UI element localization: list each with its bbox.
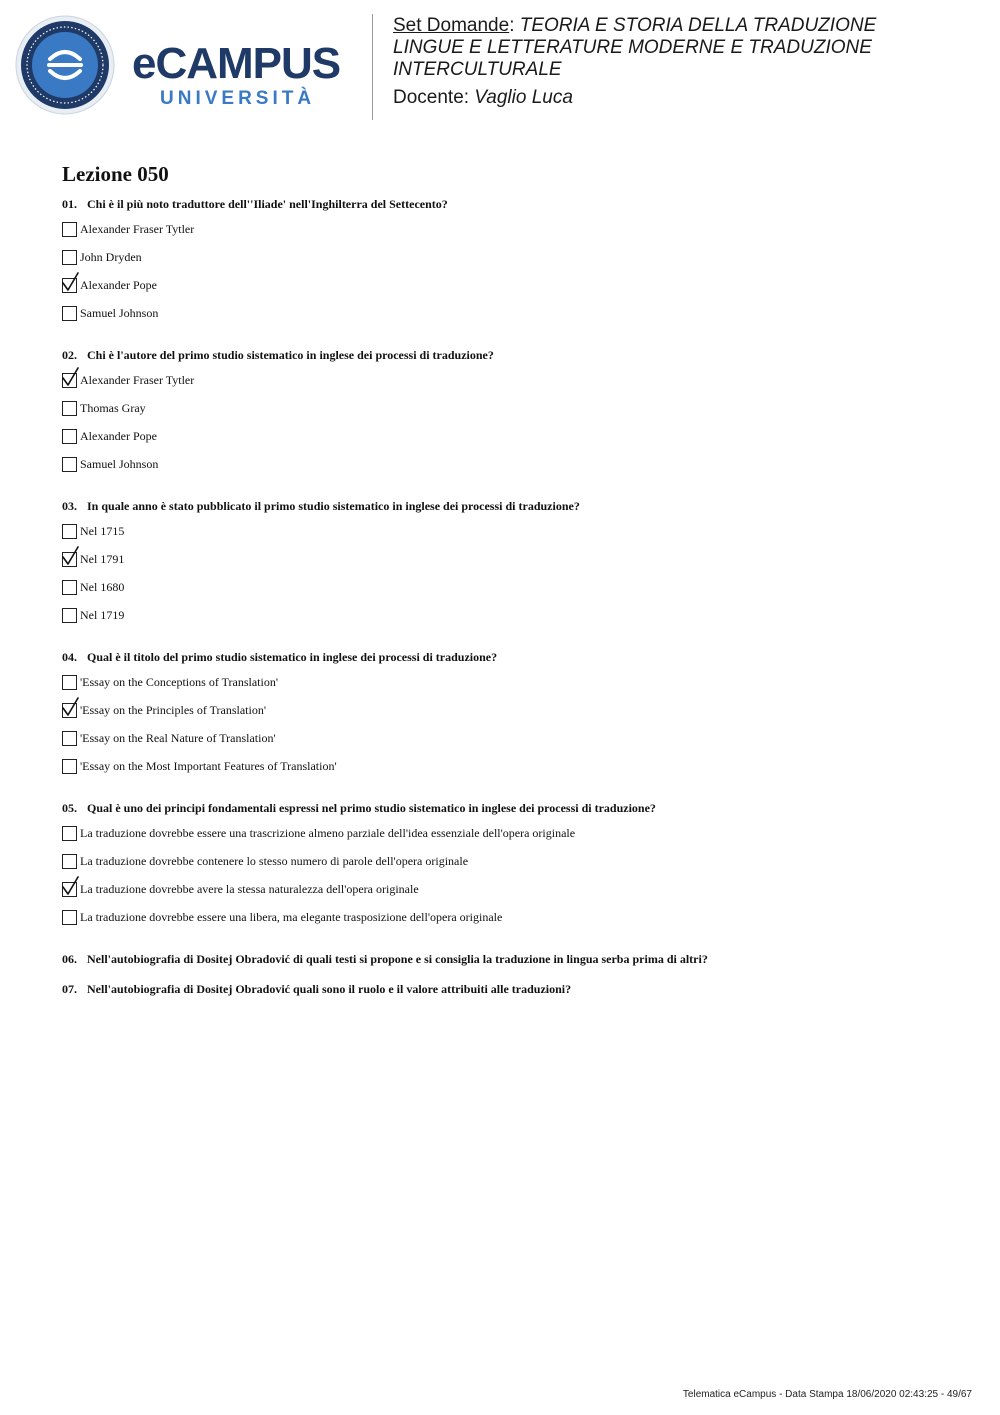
question-text xyxy=(62,800,962,816)
question-label: Chi è l'autore del primo studio sistematico in inglese dei processi di traduzione? xyxy=(87,348,494,362)
question-label: In quale anno è stato pubblicato il primo studio sistematico in inglese dei processi di traduzione? xyxy=(87,499,580,513)
question xyxy=(62,800,962,937)
question-list xyxy=(62,196,962,1011)
ecampus-wordmark xyxy=(132,39,357,114)
answer-option[interactable] xyxy=(62,702,962,730)
degree-line-2: INTERCULTURALE xyxy=(393,59,562,80)
question xyxy=(62,347,962,484)
question-label: Qual è uno dei principi fondamentali espressi nel primo studio sistematico in inglese dei processi di traduzione? xyxy=(87,801,656,815)
answer-option[interactable] xyxy=(62,523,962,551)
option-label: 'Essay on the Principles of Translation' xyxy=(80,703,266,717)
checkbox[interactable] xyxy=(62,580,77,595)
answer-option[interactable] xyxy=(62,674,962,702)
page-footer: Telematica eCampus - Data Stampa 18/06/2020 02:43:25 - 49/67 xyxy=(682,1389,972,1400)
option-label: John Dryden xyxy=(80,250,142,264)
question xyxy=(62,498,962,635)
answer-option[interactable] xyxy=(62,579,962,607)
answer-option[interactable] xyxy=(62,825,962,853)
option-label: Thomas Gray xyxy=(80,401,146,415)
option-label: Alexander Pope xyxy=(80,278,157,292)
option-label: 'Essay on the Most Important Features of Translation' xyxy=(80,759,337,773)
answer-option[interactable] xyxy=(62,305,962,333)
question-text xyxy=(62,649,962,665)
checkmark-icon xyxy=(61,366,81,388)
answer-option[interactable] xyxy=(62,758,962,786)
page-header xyxy=(0,0,1000,130)
option-label: La traduzione dovrebbe essere una libera, ma elegante trasposizione dell'opera originale xyxy=(80,910,503,924)
header-divider xyxy=(372,14,373,120)
option-label: La traduzione dovrebbe avere la stessa naturalezza dell'opera originale xyxy=(80,882,419,896)
checkbox[interactable] xyxy=(62,457,77,472)
option-label: La traduzione dovrebbe contenere lo stesso numero di parole dell'opera originale xyxy=(80,854,469,868)
option-label: Samuel Johnson xyxy=(80,457,159,471)
question xyxy=(62,196,962,333)
option-label: Alexander Fraser Tytler xyxy=(80,373,195,387)
checkmark-icon xyxy=(61,696,81,718)
question xyxy=(62,951,962,967)
answer-option[interactable] xyxy=(62,221,962,249)
checkbox[interactable] xyxy=(62,826,77,841)
question xyxy=(62,981,962,997)
checkbox[interactable] xyxy=(62,759,77,774)
question-number: 04. xyxy=(62,650,77,664)
question-label: Nell'autobiografia di Dositej Obradović quali sono il ruolo e il valore attribuiti alle traduzioni? xyxy=(87,982,572,996)
question xyxy=(62,649,962,786)
question-number: 01. xyxy=(62,197,77,211)
option-label: La traduzione dovrebbe essere una trascrizione almeno parziale dell'idea essenziale dell'opera originale xyxy=(80,826,576,840)
question-label: Chi è il più noto traduttore dell''Iliade' nell'Inghilterra del Settecento? xyxy=(87,197,448,211)
checkmark-icon xyxy=(61,875,81,897)
question-number: 06. xyxy=(62,952,77,966)
answer-option[interactable] xyxy=(62,277,962,305)
answer-option[interactable] xyxy=(62,428,962,456)
lesson-title: Lezione 050 xyxy=(62,162,169,186)
checkbox[interactable] xyxy=(62,910,77,925)
checkbox[interactable] xyxy=(62,608,77,623)
question-text xyxy=(62,347,962,363)
answer-option[interactable] xyxy=(62,551,962,579)
set-label: Set Domande xyxy=(393,15,510,36)
teacher-line xyxy=(393,87,983,109)
checkbox[interactable] xyxy=(62,731,77,746)
option-label: Alexander Pope xyxy=(80,429,157,443)
course-title-line: Set Domande: TEORIA E STORIA DELLA TRADUZIONE xyxy=(393,15,877,36)
option-label: Samuel Johnson xyxy=(80,306,159,320)
checkmark-icon xyxy=(61,271,81,293)
question-number: 03. xyxy=(62,499,77,513)
answer-option[interactable] xyxy=(62,456,962,484)
option-label: Nel 1719 xyxy=(80,608,125,622)
logo-subtitle: UNIVERSITÀ xyxy=(160,88,316,109)
course-info xyxy=(393,15,983,109)
answer-option[interactable] xyxy=(62,730,962,758)
checkbox[interactable] xyxy=(62,854,77,869)
answer-option[interactable] xyxy=(62,881,962,909)
answer-option[interactable] xyxy=(62,400,962,428)
checkbox[interactable] xyxy=(62,401,77,416)
option-label: Nel 1715 xyxy=(80,524,125,538)
answer-option[interactable] xyxy=(62,909,962,937)
checkbox[interactable] xyxy=(62,306,77,321)
checkmark-icon xyxy=(61,545,81,567)
question-number: 05. xyxy=(62,801,77,815)
option-label: Alexander Fraser Tytler xyxy=(80,222,195,236)
checkbox[interactable] xyxy=(62,250,77,265)
option-label: 'Essay on the Real Nature of Translation' xyxy=(80,731,276,745)
course-title: TEORIA E STORIA DELLA TRADUZIONE xyxy=(519,15,877,36)
degree-line-1: LINGUE E LETTERATURE MODERNE E TRADUZIONE xyxy=(393,37,872,58)
question-text xyxy=(62,498,962,514)
answer-option[interactable] xyxy=(62,372,962,400)
logo-name: eCAMPUS xyxy=(132,39,341,88)
option-label: Nel 1791 xyxy=(80,552,125,566)
teacher-name: Vaglio Luca xyxy=(474,87,573,108)
checkbox[interactable] xyxy=(62,222,77,237)
teacher-label: Docente: xyxy=(393,87,470,108)
checkbox[interactable] xyxy=(62,524,77,539)
ecampus-seal-logo xyxy=(15,15,115,115)
question-label: Qual è il titolo del primo studio sistematico in inglese dei processi di traduzione? xyxy=(87,650,498,664)
question-text xyxy=(62,981,962,997)
option-label: 'Essay on the Conceptions of Translation' xyxy=(80,675,278,689)
answer-option[interactable] xyxy=(62,249,962,277)
question-number: 02. xyxy=(62,348,77,362)
answer-option[interactable] xyxy=(62,607,962,635)
question-label: Nell'autobiografia di Dositej Obradović di quali testi si propone e si consiglia la traduzione in lingua serba prima di altri? xyxy=(87,952,708,966)
question-text xyxy=(62,951,962,967)
checkbox[interactable] xyxy=(62,675,77,690)
checkbox[interactable] xyxy=(62,429,77,444)
question-text xyxy=(62,196,962,212)
answer-option[interactable] xyxy=(62,853,962,881)
option-label: Nel 1680 xyxy=(80,580,125,594)
question-number: 07. xyxy=(62,982,77,996)
